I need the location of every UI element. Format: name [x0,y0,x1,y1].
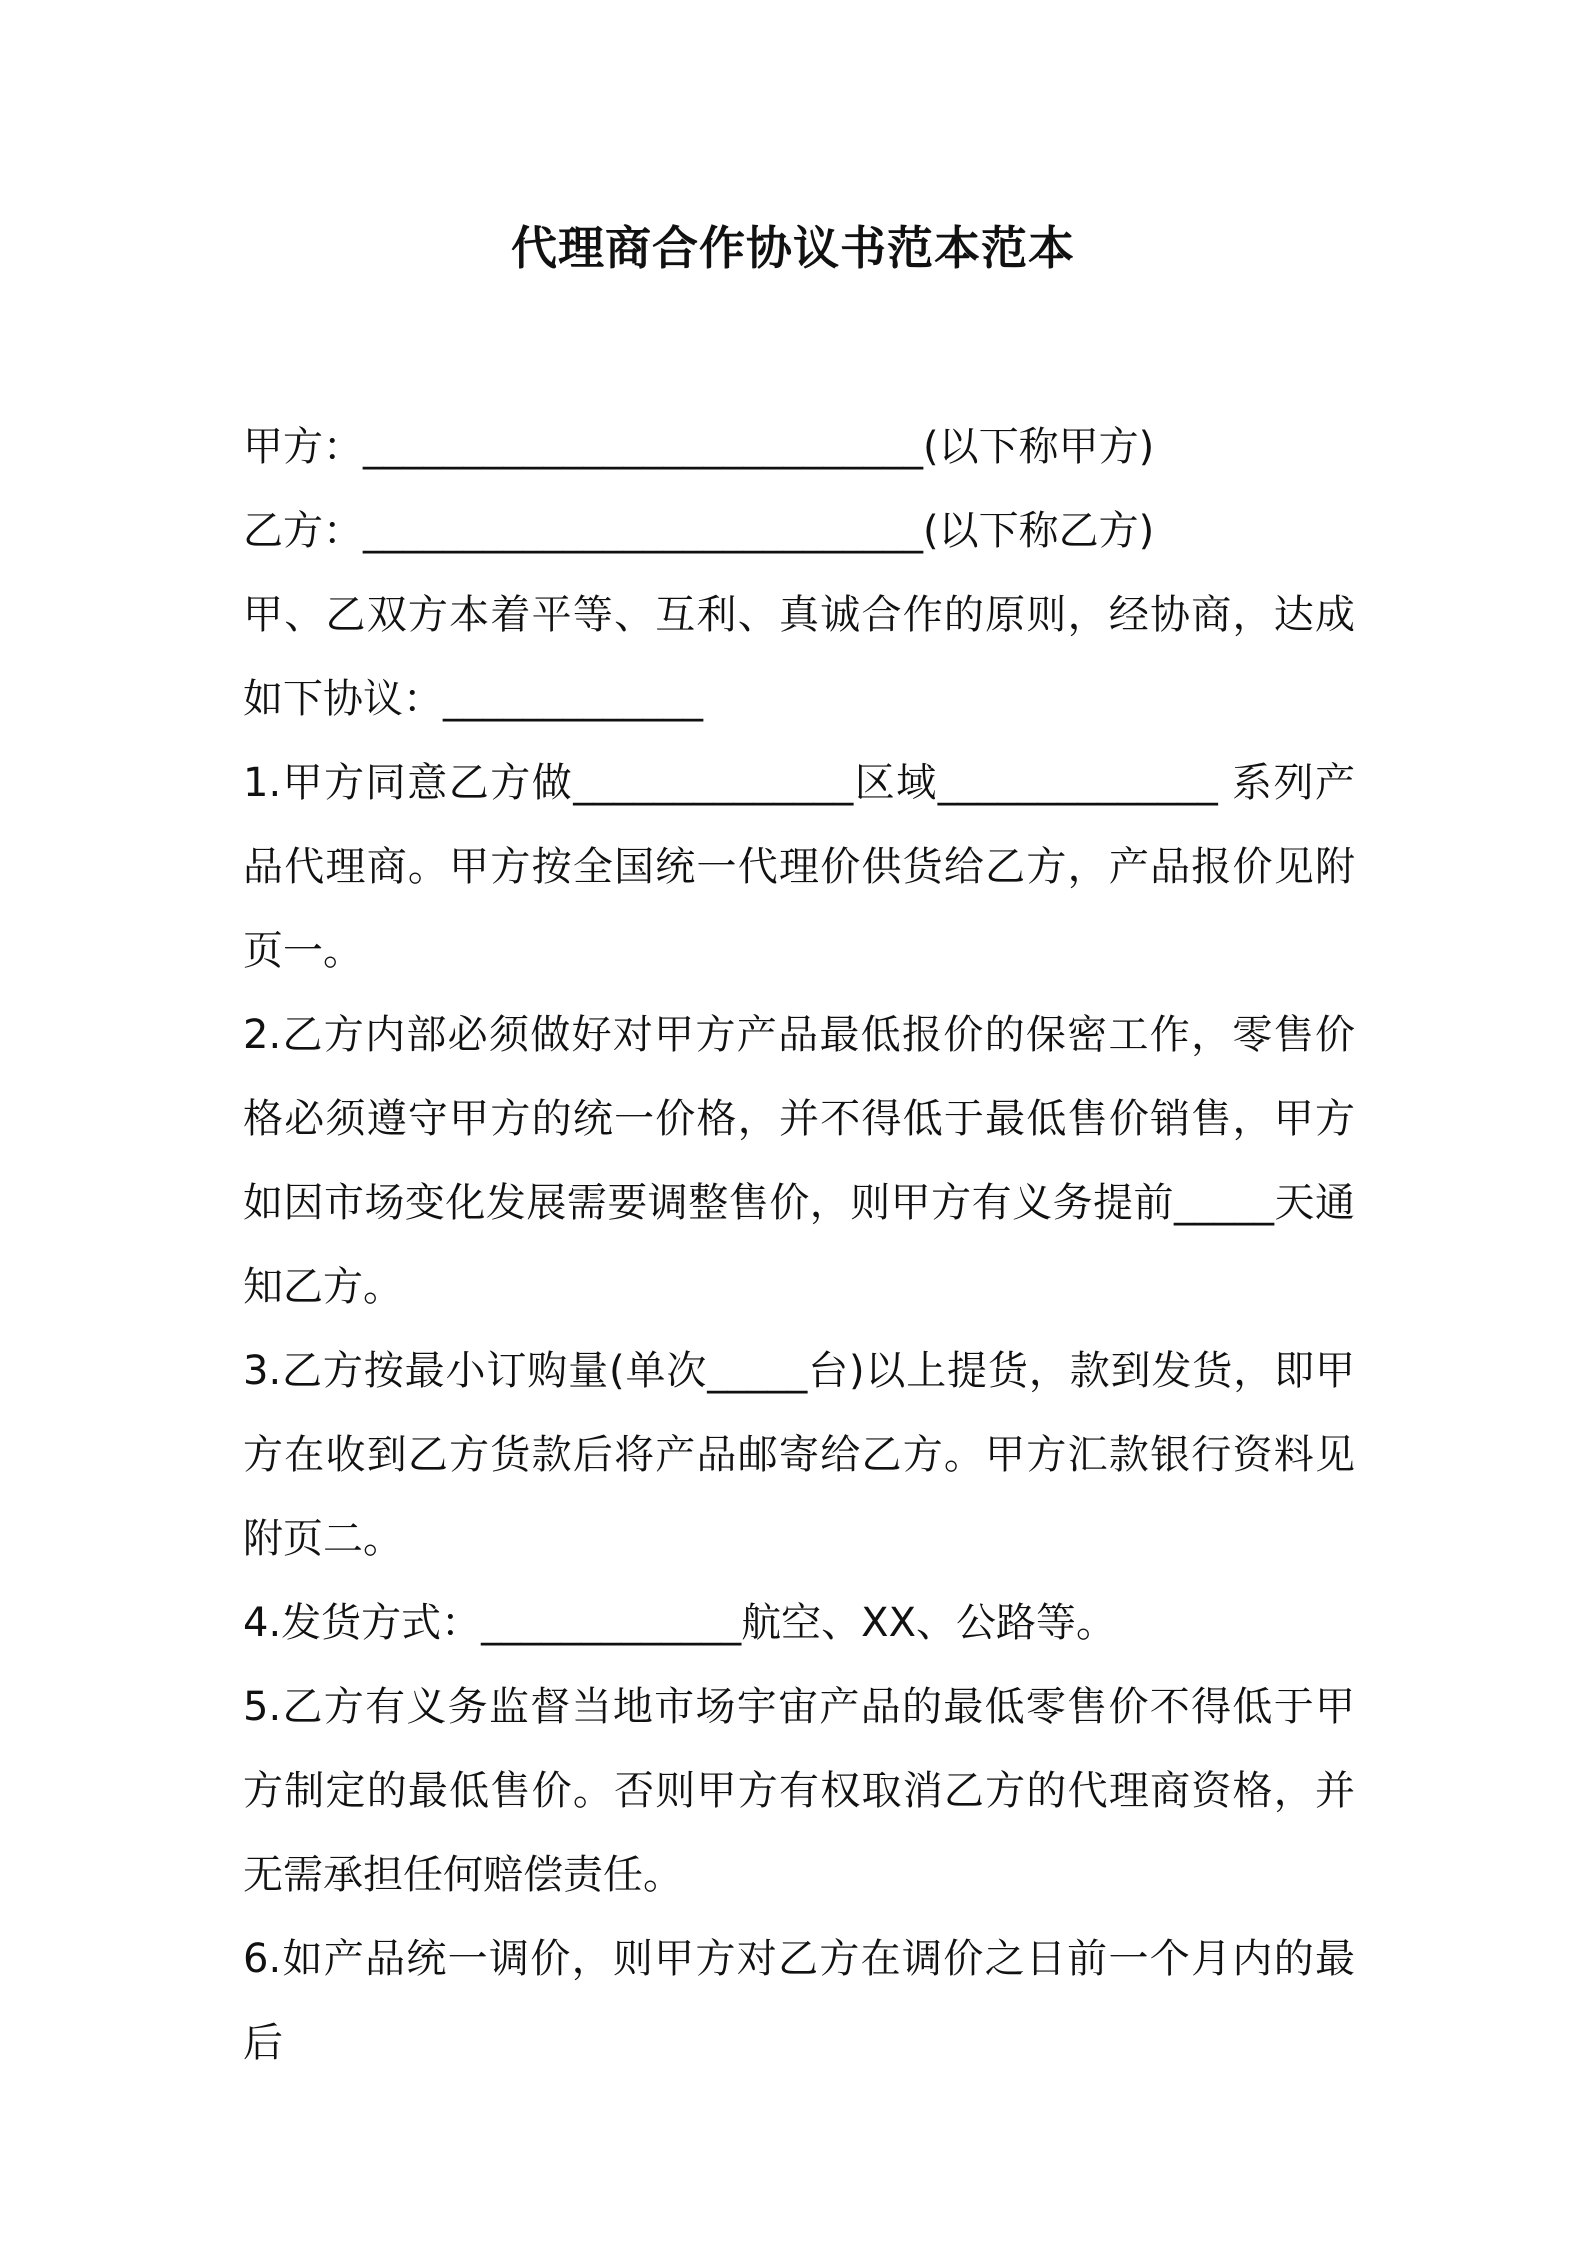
clause-3: 3.乙方按最小订购量(单次_____台)以上提货，款到发货，即甲方在收到乙方货款后将产品邮寄给乙方。甲方汇款银行资料见附页二。 [243,1348,1355,1562]
document-body [243,405,1355,2085]
clause-1: 1.甲方同意乙方做______________区域______________ 系列产品代理商。甲方按全国统一代理价供货给乙方，产品报价见附页一。 [243,760,1355,974]
party-a-line: 甲方：____________________________(以下称甲方) [243,424,1155,470]
clause-4: 4.发货方式：_____________航空、XX、公路等。 [243,1600,1116,1646]
clause-5: 5.乙方有义务监督当地市场宇宙产品的最低零售价不得低于甲方制定的最低售价。否则甲方有权取消乙方的代理商资格，并无需承担任何赔偿责任。 [243,1684,1355,1898]
intro-paragraph: 甲、乙双方本着平等、互利、真诚合作的原则，经协商，达成如下协议：_____________ [243,592,1355,722]
clause-2: 2.乙方内部必须做好对甲方产品最低报价的保密工作，零售价格必须遵守甲方的统一价格，并不得低于最低售价销售，甲方如因市场变化发展需要调整售价，则甲方有义务提前_____天通知乙方。 [243,1012,1355,1310]
document-title: 代理商合作协议书范本范本 [511,221,1075,275]
party-b-line: 乙方：____________________________(以下称乙方) [243,508,1155,554]
clause-6: 6.如产品统一调价，则甲方对乙方在调价之日前一个月内的最后 [243,1936,1355,2066]
